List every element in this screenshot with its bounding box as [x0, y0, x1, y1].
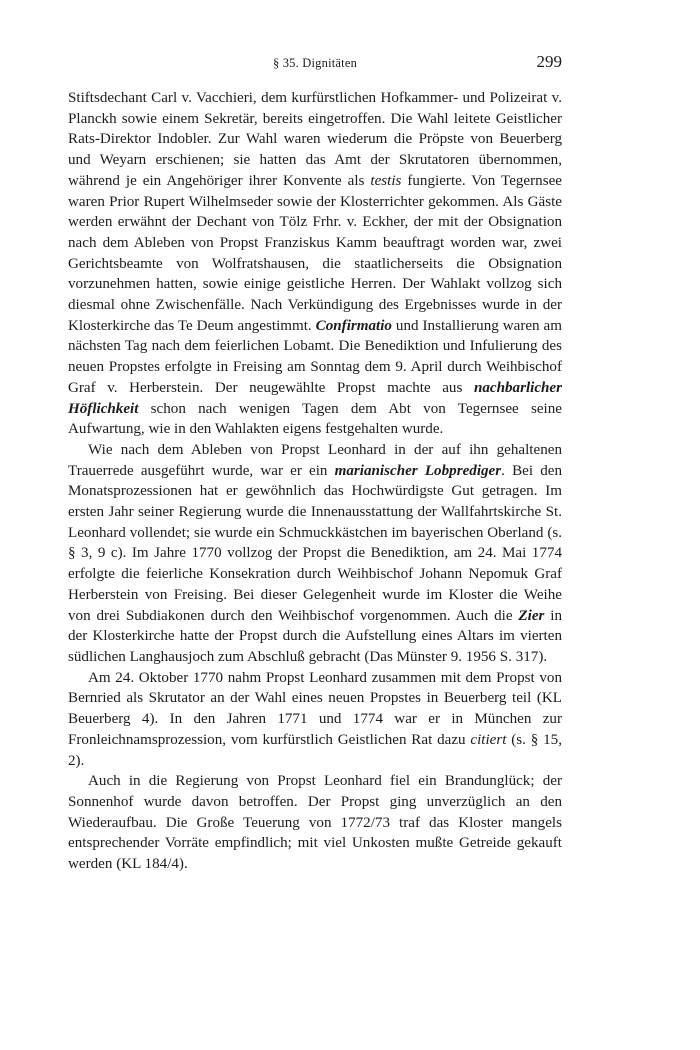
emphasis-term: Confirmatio	[315, 317, 392, 334]
text-segment: fungierte. Von Tegernsee waren Prior Rupert Wilhelmseder sowie der Klosterrichter gekommen. Als Gäste werden erwähnt der Dechant von Tölz Frhr. v. Eckher, der mit der Obsignation nach dem Ableben von Propst Franziskus Kamm beauftragt worden war, zwei Gerichtsbeamte von Wolfratshausen, die staatlicherseits die Obsignation vorzunehmen hatten, sowie einige geistliche Herren. Der Wahlakt vollzog sich diesmal ohne Zwischenfälle. Nach Verkündigung des Ergebnisses wurde in der Klosterkirche das Te Deum angestimmt.	[68, 172, 562, 334]
paragraph	[68, 668, 562, 772]
text-segment: schon nach wenigen Tagen dem Abt von Tegernsee seine Aufwartung, wie in den Wahlakten eigens festgehalten wurde.	[68, 400, 562, 438]
body-text	[68, 88, 562, 875]
italic-term: citiert	[470, 731, 507, 748]
running-head	[68, 52, 562, 76]
text-segment: Auch in die Regierung von Propst Leonhard fiel ein Brandunglück; der Sonnenhof wurde davon betroffen. Der Propst ging unverzüglich an den Wiederaufbau. Die Große Teuerung von 1772/73 traf das Kloster mangels entsprechender Vorräte empfindlich; mit viel Unkosten mußte Getreide gekauft werden (KL 184/4).	[68, 773, 562, 873]
text-segment: . Bei den Monatsprozessionen hat er gewöhnlich das Hochwürdigste Gut getragen. Im ersten Jahr seiner Regierung wurde die Innenausstattung der Wallfahrtskirche St. Leonhard vollendet; sie wurde ein Schmuckkästchen im bayerischen Oberland (s. § 3, 9 c). Im Jahre 1770 vollzog der Propst die Benediktion, am 24. Mai 1774 erfolgte die feierliche Konsekration durch Weihbischof Johann Nepomuk Graf Herberstein von Freising. Bei dieser Gelegenheit wurde im Kloster die Weihe von drei Subdiakonen durch den Weihbischof vorgenommen. Auch die	[68, 462, 562, 624]
text-segment: Am 24. Oktober 1770 nahm Propst Leonhard zusammen mit dem Propst von Bernried als Skrutator an der Wahl eines neuen Propstes in Beuerberg teil (KL Beuerberg 4). In den Jahren 1771 und 1774 war er in München zur Fronleichnamsprozession, vom kurfürstlich Geistlichen Rat dazu	[68, 669, 562, 748]
text-segment: Stiftsdechant Carl v. Vacchieri, dem kurfürstlichen Hofkammer- und Polizeirat v. Planckh sowie einem Sekretär, bereits eingetroffen. Die Wahl leitete Geistlicher Rats-Direktor Indobler. Zur Wahl waren wiederum die Pröpste von Beuerberg und Weyarn erschienen; sie hatten das Amt der Skrutatoren übernommen, während je ein Angehöriger ihrer Konvente als	[68, 90, 562, 189]
text-segment: Wie nach dem Ableben von Propst Leonhard in der auf ihn gehaltenen Trauerrede ausgeführt wurde, war er ein	[68, 441, 562, 479]
italic-term: testis	[370, 172, 402, 189]
text-segment: in der Klosterkirche hatte der Propst durch die Aufstellung eines Altars im vierten südlichen Langhausjoch zum Abschluß gebracht (Das Münster 9. 1956 S. 317).	[68, 607, 563, 665]
page-number: 299	[536, 52, 562, 71]
text-segment: und Installierung waren am nächsten Tag nach dem feierlichen Lobamt. Die Benediktion und Infulierung des neuen Propstes erfolgte in Freising am Sonntag dem 9. April durch Weihbischof Graf v. Herberstein. Der neugewählte Propst machte aus	[68, 317, 562, 396]
paragraph	[68, 440, 562, 668]
emphasis-term: marianischer Lobprediger	[334, 462, 502, 479]
book-page	[68, 52, 562, 875]
emphasis-term: nachbarlicher Höflichkeit	[68, 379, 562, 417]
running-title: § 35. Dignitäten	[272, 56, 358, 70]
text-segment: (s. § 15, 2).	[68, 731, 562, 769]
emphasis-term: Zier	[518, 607, 545, 624]
paragraph	[68, 771, 562, 875]
paragraph	[68, 88, 562, 440]
